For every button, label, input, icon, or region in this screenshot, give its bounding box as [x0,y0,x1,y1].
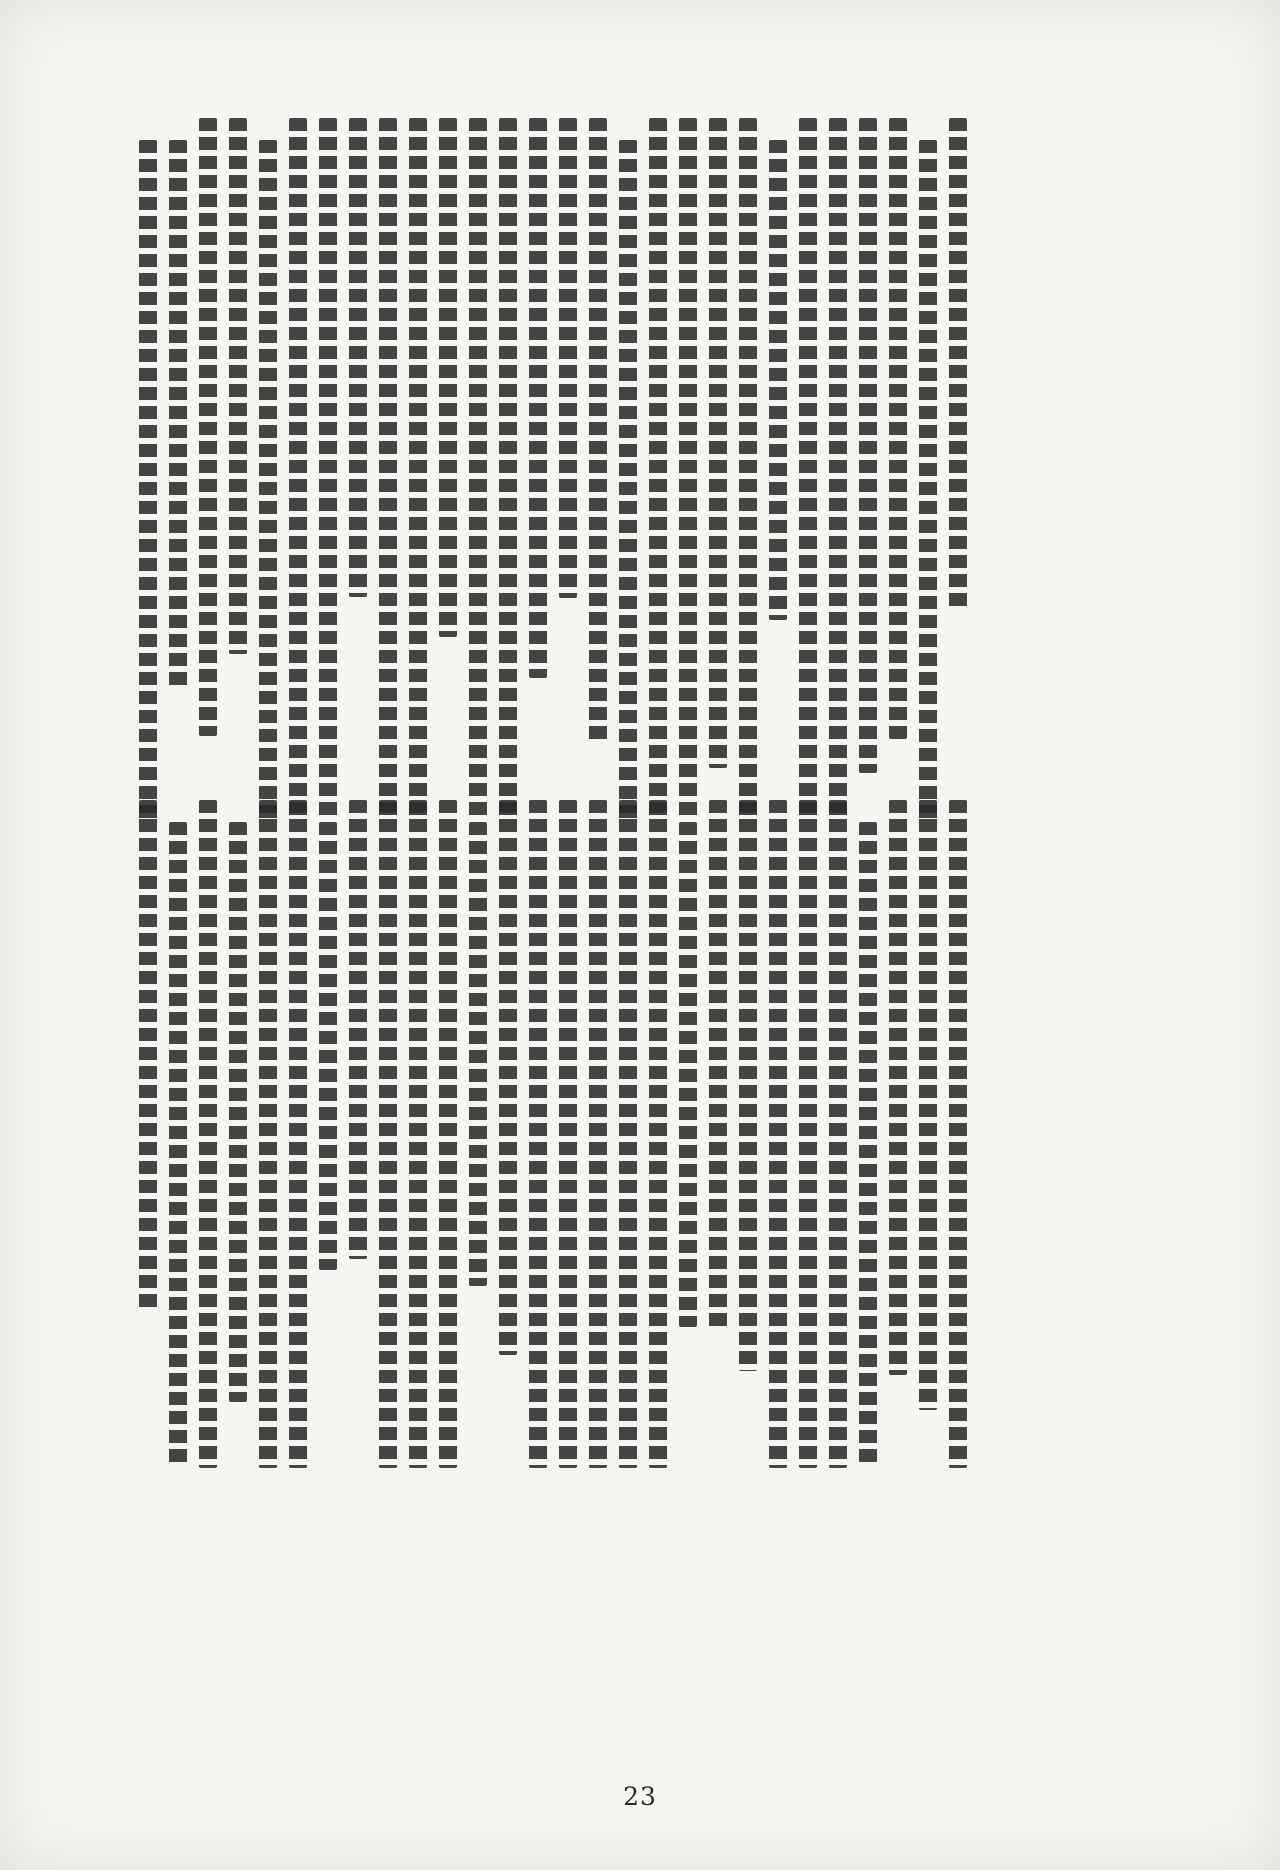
text-column-redacted [859,822,877,1468]
text-column-redacted [769,800,787,1468]
text-column-redacted [889,118,907,739]
text-column-redacted [439,118,457,637]
text-column-redacted [649,800,667,1468]
text-column-redacted [619,140,637,820]
text-column-redacted [649,118,667,820]
text-column-redacted [469,822,487,1286]
text-column-redacted [139,800,157,1308]
text-column-redacted [319,118,337,820]
text-column-redacted [529,118,547,678]
text-column-redacted [499,800,517,1355]
text-column-redacted [799,800,817,1468]
text-column-redacted [469,118,487,820]
text-column-redacted [259,800,277,1468]
text-column-redacted [289,118,307,820]
text-column-redacted [829,800,847,1468]
text-column-redacted [859,118,877,773]
text-column-redacted [679,118,697,820]
text-column-redacted [289,800,307,1468]
text-column-redacted [529,800,547,1468]
text-column-redacted [169,822,187,1468]
text-column-redacted [589,118,607,744]
text-column-redacted [379,118,397,820]
text-column-redacted [319,822,337,1270]
text-column-redacted [889,800,907,1375]
text-column-redacted [769,140,787,620]
text-column-redacted [409,800,427,1468]
text-column-redacted [169,140,187,689]
text-column-redacted [949,118,967,608]
text-column-redacted [559,800,577,1468]
text-column-redacted [949,800,967,1468]
text-column-redacted [919,140,937,820]
page-number: 23 [623,1782,657,1811]
text-column-redacted [589,800,607,1468]
lower-text-block [115,800,967,1468]
text-column-redacted [499,118,517,820]
text-column-redacted [799,118,817,820]
text-column-redacted [739,800,757,1371]
text-column-redacted [709,800,727,1327]
text-column-redacted [739,118,757,820]
text-column-redacted [199,118,217,736]
text-column-redacted [139,140,157,820]
text-column-redacted [439,800,457,1468]
text-column-redacted [709,118,727,768]
text-column-redacted [559,118,577,598]
text-column-redacted [919,800,937,1410]
text-column-redacted [229,822,247,1402]
text-column-redacted [259,140,277,820]
text-column-redacted [379,800,397,1468]
text-column-redacted [199,800,217,1468]
text-column-redacted [349,118,367,597]
text-column-redacted [619,800,637,1468]
text-column-redacted [829,118,847,820]
text-column-redacted [679,822,697,1327]
upper-text-block [115,118,967,820]
text-column-redacted [349,800,367,1259]
text-column-redacted [229,118,247,654]
text-column-redacted [409,118,427,820]
